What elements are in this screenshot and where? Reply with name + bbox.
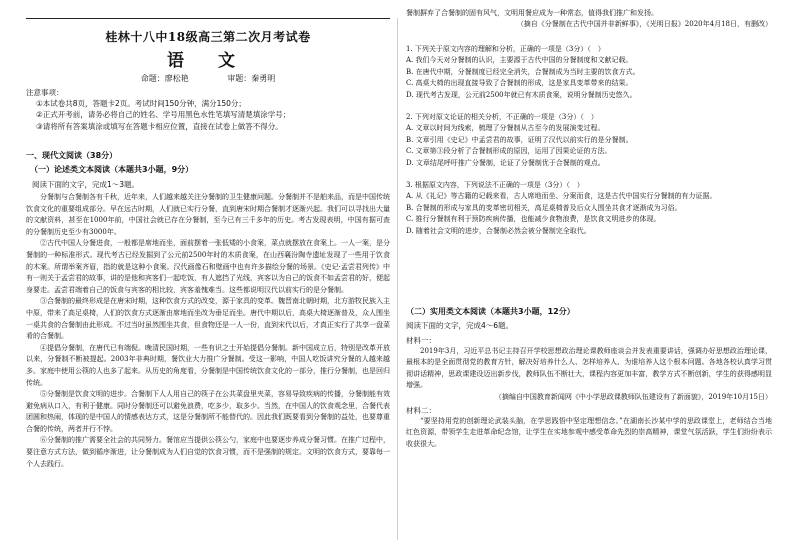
passage-paragraph: ③合餐制的最终形成是在唐宋时期，这种饮食方式的改变，源于家具的变革。魏晋南北朝时期，北方游牧民族入主中原，带来了高足桌椅，人们的饮食方式逐渐由席地而坐改为垂足而坐。唐代中期以后，高桌大椅逐渐普及，众人围坐一桌共食的合餐制由此形成。不过当时虽然围坐共食，但食物还是一人一份，直到宋代以后，才真正实行了共享一盘菜肴的合餐制。 bbox=[26, 297, 390, 341]
question-option: C. 高桌大椅的出现直接导致了合餐制的形成，这是家具变革带来的结果。 bbox=[406, 79, 633, 88]
section-heading: 一、现代文阅读（38分） bbox=[26, 151, 118, 160]
note-item: ①本试卷共8页，答题卡2页。考试时间150分钟，满分150分； bbox=[36, 99, 246, 109]
question-option: A. 文章以时间为线索，梳理了分餐制从古至今的发展演变过程。 bbox=[406, 124, 605, 133]
passage-paragraph: ②古代中国人分餐进食，一般都是席地而坐，面前摆着一张低矮的小食案，菜点就摆放在食案上。一人一案，是分餐制的一种标准形式。现代考古已经发掘到了公元前2500年时的木质食案，在山西襄汾陶寺遗址发现了一些用于饮食的木案。所谓举案齐眉，指的就是这种小食案。汉代画像石和壁画中也有许多描绘分餐的场景。《史记·孟尝君列传》中有一则关于孟尝君的故事，讲的是他和宾客们一起吃饭，有人遮挡了光线，宾客以为自己的饭食不如孟尝君的好，便起身要走。孟尝君端着自己的饭食与宾客的相比较，宾客羞愧难当。这些都说明汉代以前实行的是分餐制。 bbox=[26, 239, 390, 294]
passage-paragraph: ④提倡分餐制，在唐代已有端倪。晚清民国时期，一些有识之士开始提倡分餐制。新中国成立后，特别是改革开放以来，分餐制不断被提起。2003年非典时期，餐饮业大力推广分餐制。受这一影响，中国人吃饭讲究分餐的人越来越多。家庭中使用公筷的人也多了起来。从历史的角度看，分餐制是中国传统饮食文化的一部分，推行分餐制，也是回归传统。 bbox=[26, 343, 390, 387]
passage-continuation bbox=[406, 8, 772, 31]
exam-title: 桂林十八中18级高三第二次月考试卷 bbox=[105, 30, 311, 44]
subject-title: 语 文 bbox=[167, 51, 249, 71]
note-item: ②正式开考前，请务必将自己的姓名、学号用黑色水性笔填写清楚填涂学号； bbox=[36, 110, 291, 120]
question-option: C. 文章第③段分析了合餐制形成的原因，运用了因果论证的方法。 bbox=[406, 147, 612, 156]
subsection-heading: （一）论述类文本阅读（本题共3小题，9分） bbox=[30, 165, 194, 174]
question-option: D. 现代考古发现，公元前2500年就已有木质食案，说明分餐制历史悠久。 bbox=[406, 90, 637, 99]
reviewer-name: 审题：秦勇明 bbox=[227, 74, 276, 83]
question-option: A. 我们今天对分餐制的认识，主要源于古代中国的分餐制度和文献记载。 bbox=[406, 56, 633, 65]
section-2 bbox=[406, 306, 772, 450]
question-stem: 3. 根据原文内容，下列说法不正确的一项是（3分）（ ） bbox=[406, 181, 584, 189]
authors-line bbox=[26, 73, 390, 84]
question-option: A. 从《礼记》等古籍的记载来看，古人席地而坐、分案而食，这是古代中国实行分餐制的有力证据。 bbox=[406, 192, 717, 201]
reading-instruction: 阅读下面的文字，完成1～3题。 bbox=[32, 180, 140, 189]
question-stem: 1. 下列关于原文内容的理解和分析，正确的一项是（3分）（ ） bbox=[406, 45, 605, 53]
question-2 bbox=[406, 112, 772, 169]
passage-source: （摘自《分餐制在古代中国并非新鲜事》，《光明日报》2020年4月18日，有删改） bbox=[516, 20, 772, 29]
question-option: D. 随着社会文明的进步，合餐制必然会被分餐制完全取代。 bbox=[406, 226, 591, 235]
passage-end: 餐制摒弃了合餐制的固有风气，文明用餐应成为一种常态，值得我们推广和发扬。 bbox=[406, 9, 658, 17]
material-source: （摘编自中国教育新闻网《中小学思政课教师队伍建设有了新面貌》，2019年10月15日） bbox=[494, 392, 772, 401]
question-option: D. 文章结尾呼吁推广分餐制，论证了分餐制优于合餐制的观点。 bbox=[406, 158, 605, 167]
material-title: 材料二： bbox=[406, 406, 436, 416]
left-column bbox=[26, 0, 390, 550]
question-3 bbox=[406, 180, 772, 237]
column-divider bbox=[397, 18, 398, 540]
question-option: B. 合餐制的形成与家具的变革密切相关，高足桌椅普及后众人围坐共食才逐渐成为习俗。 bbox=[406, 203, 682, 212]
material-title: 材料一： bbox=[406, 336, 436, 345]
passage-paragraph: ⑥分餐制的推广需要全社会的共同努力。餐馆应当提供公筷公勺，家庭中也要逐步养成分餐习惯。在推广过程中，要注意方式方法，做到循序渐进，让分餐制成为人们自觉的饮食习惯，而不是强制的规定。文明的饮食方式，要靠每一个人去践行。 bbox=[26, 436, 390, 468]
passage-paragraph: ⑤分餐制是饮食文明的进步。合餐制下人人用自己的筷子在公共菜盘里夹菜，容易导致疾病的传播，分餐制能有效避免病从口入，有利于健康。同时分餐制还可以避免浪费，吃多少，取多少。当然，在中国人的饮食观念里，合餐代表团圆和热闹，体现的是中国人的情感表达方式，这是分餐制所不能替代的。因此我们既要看到分餐制的益处，也要尊重合餐的传统，两者并行不悖。 bbox=[26, 390, 390, 433]
question-option: B. 在唐代中期，分餐制度已经完全消失，合餐制成为当时主要的饮食方式。 bbox=[406, 67, 640, 76]
notes-heading: 注意事项： bbox=[26, 88, 64, 97]
question-stem: 2. 下列对原文论证的相关分析，不正确的一项是（3分）（ ） bbox=[406, 113, 598, 121]
question-option: B. 文章引用《史记》中孟尝君的故事，证明了汉代以前实行的是分餐制。 bbox=[406, 135, 633, 144]
material-body: “要坚持用党的创新理论武装头脑，在学思践悟中坚定理想信念。”在湖南长沙某中学的思政课堂上，老师结合当地红色资源，带领学生走进革命纪念馆，让学生在实地参观中感受革命先烈的崇高精神，课堂气氛活跃，学生们纷纷表示收获很大。 bbox=[406, 417, 772, 448]
reading-instruction: 阅读下面的文字，完成4～6题。 bbox=[406, 321, 514, 330]
passage-body bbox=[26, 192, 390, 470]
right-column bbox=[406, 0, 772, 550]
notes-block bbox=[26, 87, 390, 132]
passage-paragraph: 分餐制与合餐制各有千秋，近年来，人们越来越关注分餐制的卫生健康问题。分餐制并不是舶来品，而是中国传统饮食文化的重要组成部分。早在远古时期，人们就已实行分餐，直到唐宋时期合餐制才逐渐兴起。我们可以寻找出大量的文献资料，甚至在1000年前，中国社会就已存在分餐制，至今已有三千多年的历史。考古发现表明，中国有据可查的分餐制历史至少有3000年。 bbox=[26, 193, 390, 236]
question-1 bbox=[406, 44, 772, 101]
material-body: 2019年3月，习近平总书记主持召开学校思想政治理论课教师座谈会并发表重要讲话，强调办好思想政治理论课，最根本的是全面贯彻党的教育方针，解决好培养什么人、怎样培养人、为谁培养人这个根本问题。各地各校认真学习贯彻讲话精神，思政课建设迈出新步伐，教师队伍不断壮大，课程内容更加丰富，教学方式不断创新，学生的获得感明显增强。 bbox=[406, 347, 772, 390]
setter-name: 命题：廖松艳 bbox=[140, 74, 189, 83]
question-option: C. 推行分餐制有利于预防疾病传播，也能减少食物浪费，是饮食文明进步的体现。 bbox=[406, 215, 661, 224]
note-item: ③请将所有答案填涂或填写在答题卡相应位置，直接在试卷上做答不得分。 bbox=[36, 121, 283, 131]
subsection-heading: （二）实用类文本阅读（本题共3小题，12分） bbox=[406, 307, 575, 316]
